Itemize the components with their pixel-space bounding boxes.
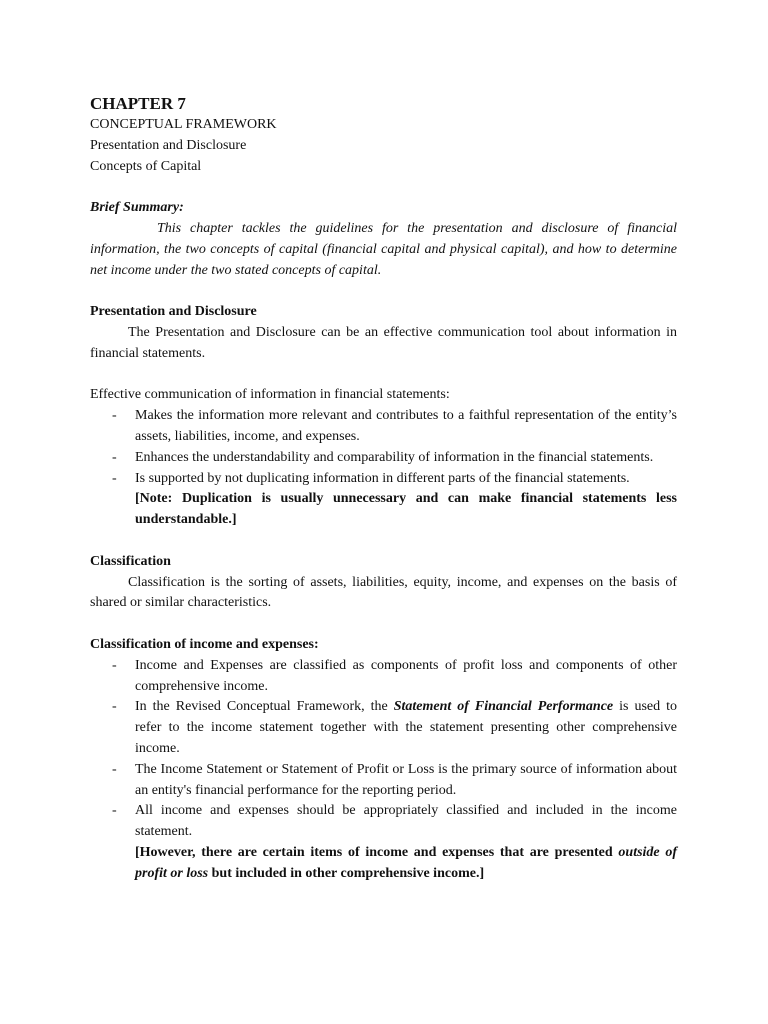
list-item-text: Makes the information more relevant and contributes to a faithful representation of the entity’s assets, liabilities, income, and expenses. (135, 408, 677, 444)
spacer (90, 365, 677, 386)
chapter-title: CHAPTER 7 (90, 94, 186, 113)
dash-bullet: - (112, 803, 117, 819)
oci-note (90, 843, 677, 885)
list-item (90, 760, 677, 802)
list-item-text-start: In the Revised Conceptual Framework, the (135, 699, 394, 715)
spacer (90, 614, 677, 635)
communication-list-intro: Effective communication of information in financial statements: (90, 387, 450, 403)
spacer (90, 531, 677, 552)
presentation-heading: Presentation and Disclosure (90, 304, 257, 320)
summary-heading: Brief Summary: (90, 200, 184, 216)
statement-financial-performance-emphasis: Statement of Financial Performance (393, 699, 614, 715)
spacer (90, 281, 677, 302)
classification-paragraph: Classification is the sorting of assets, liabilities, equity, income, and expenses on the basis of shared or similar characteristics. (90, 574, 677, 611)
dash-bullet: - (112, 408, 117, 424)
list-item-text-end: is used to refer to the income statement together with the statement presenting other comprehensive income. (135, 699, 677, 756)
framework-title: CONCEPTUAL FRAMEWORK (90, 117, 277, 132)
list-item (90, 656, 677, 698)
list-item-text: All income and expenses should be appropriately classified and included in the income statement. (135, 803, 677, 840)
dash-bullet: - (112, 449, 117, 465)
topic-line-capital: Concepts of Capital (90, 158, 202, 174)
communication-list (90, 406, 677, 489)
dash-bullet: - (112, 699, 117, 715)
dash-bullet: - (112, 657, 117, 673)
dash-bullet: - (112, 761, 117, 777)
summary-text: This chapter tackles the guidelines for the presentation and disclosure of financial information, the two concepts of capital (financial capital and physical capital), and how to determine net income under the two stated concepts of capital. (90, 220, 677, 278)
list-item-text: The Income Statement or Statement of Profit or Loss is the primary source of information about an entity's financial performance for the reporting period. (135, 761, 677, 798)
presentation-paragraph: The Presentation and Disclosure can be an effective communication tool about information in financial statements. (90, 324, 677, 361)
list-item-text: Enhances the understandability and comparability of information in the financial statements. (135, 449, 654, 465)
list-item (90, 697, 677, 759)
oci-note-start: [However, there are certain items of income and expenses that are presented (135, 844, 619, 860)
list-item (90, 469, 677, 490)
list-item (90, 448, 677, 469)
income-expenses-heading: Classification of income and expenses: (90, 636, 319, 652)
document-page (90, 93, 677, 884)
dash-bullet: - (112, 470, 117, 486)
list-item (90, 801, 677, 843)
duplication-note: [Note: Duplication is usually unnecessary and can make financial statements less understandable.] (135, 491, 677, 528)
topic-line-presentation: Presentation and Disclosure (90, 137, 247, 153)
list-item (90, 406, 677, 448)
outside-profit-loss-emphasis: outside of profit or loss (135, 844, 678, 881)
classification-heading: Classification (90, 553, 171, 569)
list-item-text: Is supported by not duplicating information in different parts of the financial statements. (135, 470, 630, 486)
list-item-text: Income and Expenses are classified as components of profit loss and components of other comprehensive income. (135, 657, 677, 694)
spacer (90, 177, 677, 198)
oci-note-end: but included in other comprehensive income.] (208, 865, 485, 881)
income-expenses-list (90, 656, 677, 843)
